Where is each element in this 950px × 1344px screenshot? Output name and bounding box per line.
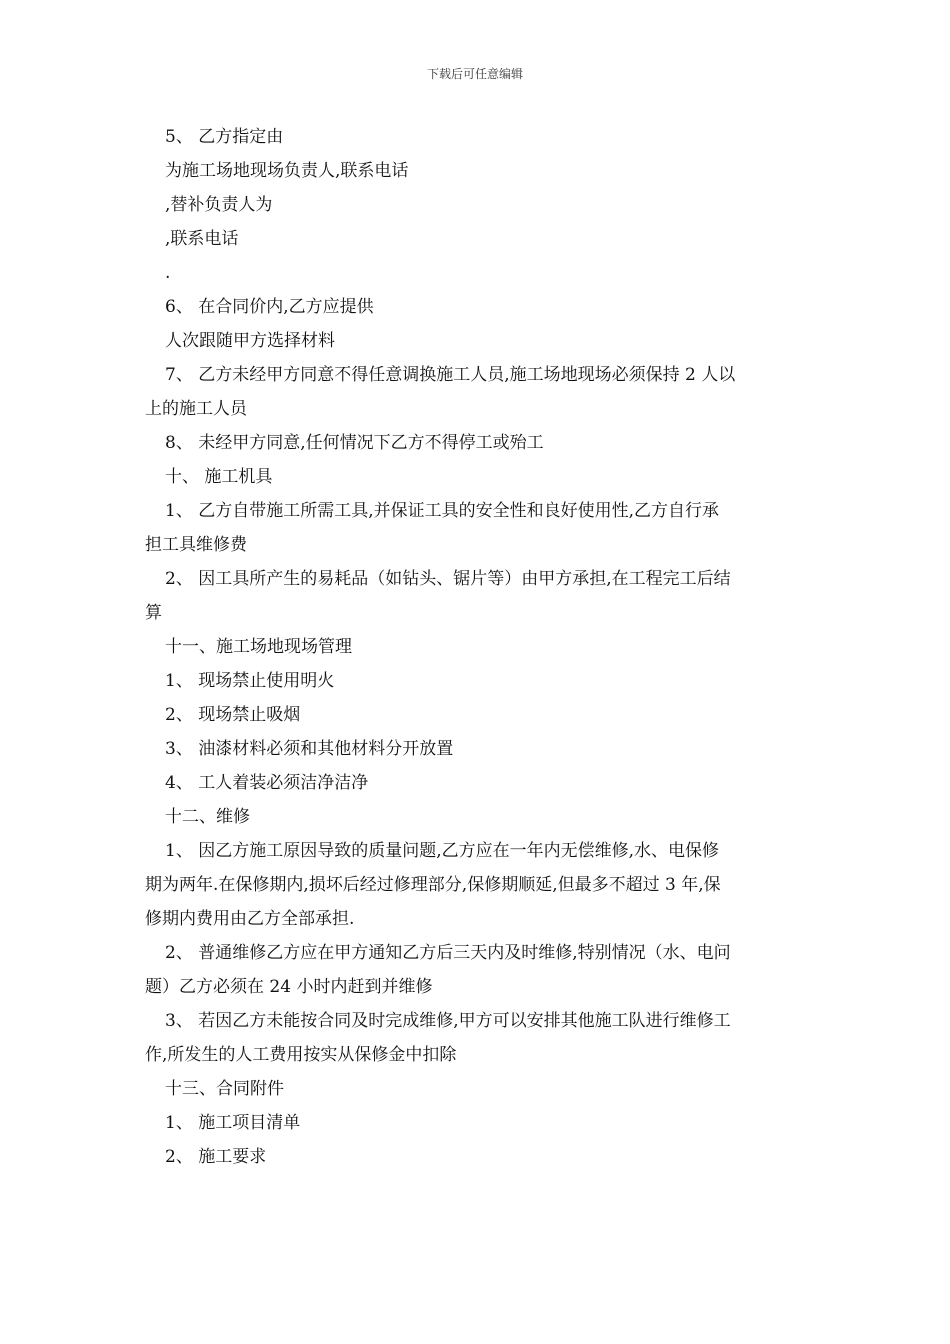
text-line: 十二、维修	[165, 807, 250, 827]
text-line: 题）乙方必须在 24 小时内赶到并维修	[145, 977, 433, 997]
text-line: 7、 乙方未经甲方同意不得任意调换施工人员,施工场地现场必须保持 2 人以	[165, 365, 736, 385]
text-line: 2、 普通维修乙方应在甲方通知乙方后三天内及时维修,特别情况（水、电问	[165, 943, 731, 963]
text-line: 6、 在合同价内,乙方应提供	[165, 297, 374, 317]
text-line: 人次跟随甲方选择材料	[165, 331, 335, 351]
text-line: .	[165, 263, 171, 283]
text-line: ,替补负责人为	[165, 195, 273, 215]
text-line: 4、 工人着装必须洁净洁净	[165, 773, 369, 793]
text-line: 上的施工人员	[145, 399, 247, 419]
text-line: 8、 未经甲方同意,任何情况下乙方不得停工或殆工	[165, 433, 544, 453]
text-line: 2、 因工具所产生的易耗品（如钻头、锯片等）由甲方承担,在工程完工后结	[165, 569, 731, 589]
text-line: 1、 因乙方施工原因导致的质量问题,乙方应在一年内无偿维修,水、电保修	[165, 841, 720, 861]
text-line: 2、 现场禁止吸烟	[165, 705, 301, 725]
text-line: 十、 施工机具	[165, 467, 273, 487]
text-line: 3、 油漆材料必须和其他材料分开放置	[165, 739, 454, 759]
text-line: 1、 施工项目清单	[165, 1113, 301, 1133]
text-line: 修期内费用由乙方全部承担.	[145, 909, 355, 929]
text-line: ,联系电话	[165, 229, 239, 249]
document-body	[145, 120, 815, 1174]
text-line: 算	[145, 603, 162, 623]
text-line: 3、 若因乙方未能按合同及时完成维修,甲方可以安排其他施工队进行维修工	[165, 1011, 731, 1031]
text-line: 期为两年.在保修期内,损坏后经过修理部分,保修期顺延,但最多不超过 3 年,保	[145, 875, 721, 895]
text-line: 担工具维修费	[145, 535, 247, 555]
text-line: 作,所发生的人工费用按实从保修金中扣除	[145, 1045, 457, 1065]
text-line: 1、 乙方自带施工所需工具,并保证工具的安全性和良好使用性,乙方自行承	[165, 501, 720, 521]
text-line: 十三、合同附件	[165, 1079, 284, 1099]
text-line: 1、 现场禁止使用明火	[165, 671, 335, 691]
text-line: 十一、施工场地现场管理	[165, 637, 352, 657]
text-line: 为施工场地现场负责人,联系电话	[165, 161, 409, 181]
page-header: 下载后可任意编辑	[426, 67, 523, 81]
text-line: 2、 施工要求	[165, 1147, 267, 1167]
text-line: 5、 乙方指定由	[165, 127, 284, 147]
